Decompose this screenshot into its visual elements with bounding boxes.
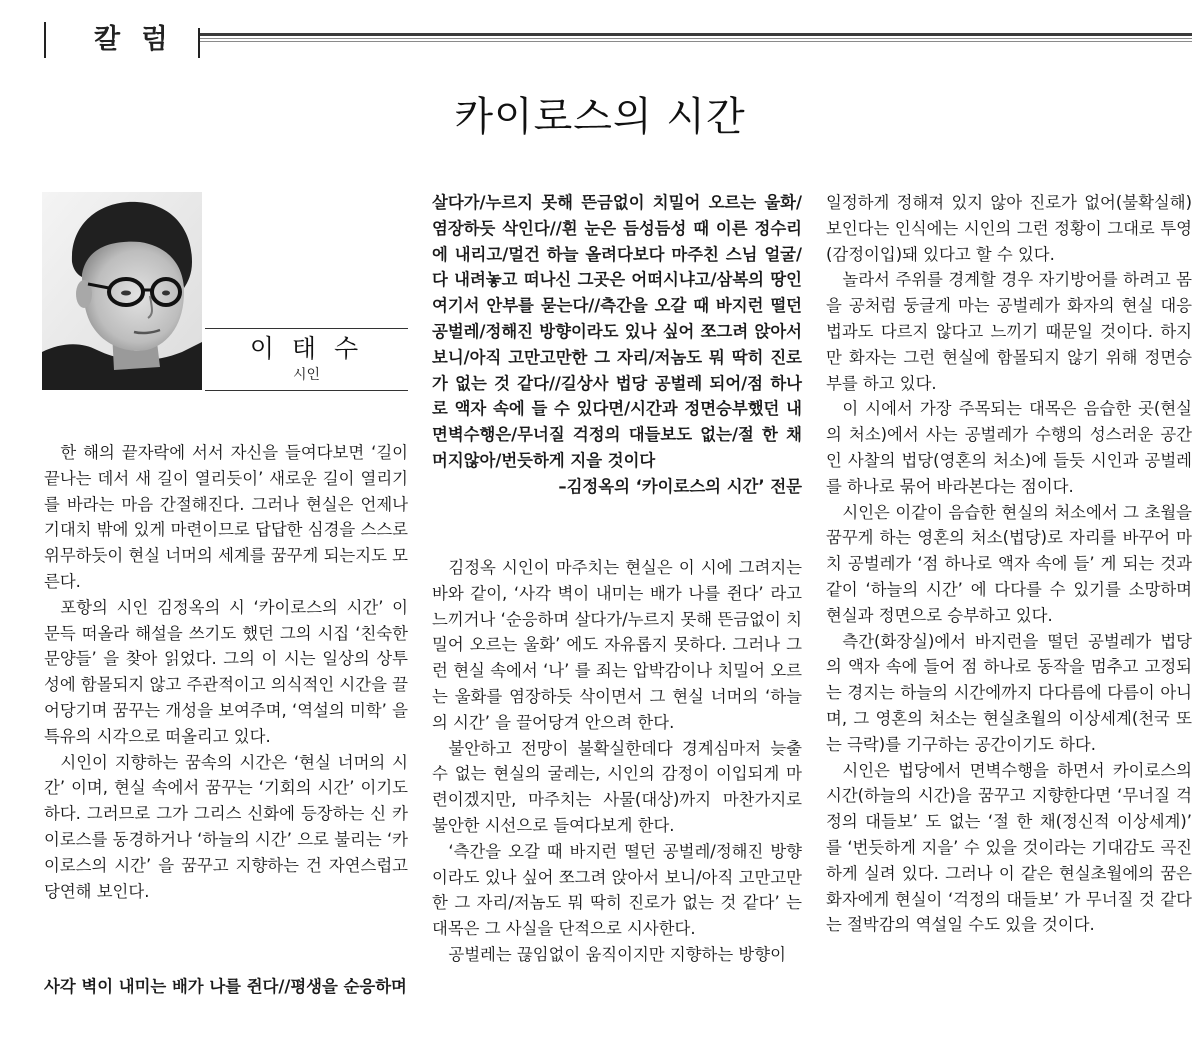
header-thick-rule [200, 33, 1192, 36]
paragraph: ‘측간을 오갈 때 바지런 떨던 공벌레/정해진 방향이라도 있나 싶어 쪼그려 앉아서 보니/아직 고만고만한 그 자리/저놈도 뭐 딱히 진로가 없는 것 같다’ 는 대목은 그 사실을 단적으로 시사한다. [432, 841, 802, 939]
header-thin-rule [200, 38, 1192, 39]
paragraph: 측간(화장실)에서 바지런을 떨던 공벌레가 법당의 액자 속에 들어 점 하나로 동작을 멈추고 고정되는 경지는 하늘의 시간에까지 다다름에 다름이 아니며, 그 영혼의 처소는 현실초월의 이상세계(천국 또는 극락)를 기구하는 공간이기도 하다. [826, 631, 1192, 754]
byline-top-rule [205, 328, 408, 329]
paragraph: 시인이 지향하는 꿈속의 시간은 ‘현실 너머의 시간’ 이며, 현실 속에서 꿈꾸는 ‘기회의 시간’ 이기도 하다. 그러므로 그가 그리스 신화에 등장하는 신 카이로스를 동경하거나 ‘하늘의 시간’ 으로 불리는 ‘카이로스의 시간’ 을 꿈꾸고 지향하는 건 자연스럽고 당연해 보인다. [44, 752, 408, 901]
header-thin-rule-2 [200, 41, 1192, 42]
author-role: 시인 [292, 367, 321, 383]
author-name: 이 태 수 [249, 334, 364, 363]
paragraph: 놀라서 주위를 경계할 경우 자기방어를 하려고 몸을 공처럼 둥글게 마는 공벌레가 화자의 현실 대응 법과도 다르지 않다고 느끼기 때문일 것이다. 하지만 화자는 그런 현실에 함몰되지 않기 위해 정면승부를 하고 있다. [826, 270, 1192, 393]
paragraph: 시인은 이같이 음습한 현실의 처소에서 그 초월을 꿈꾸게 하는 영혼의 처소(법당)로 자리를 바꾸어 마치 공벌레가 ‘점 하나로 액자 속에 들’ 게 되는 것과 같이 ‘하늘의 시간’ 에 다다를 수 있기를 소망하며 현실과 정면으로 승부하고 있다. [826, 502, 1192, 625]
poem-excerpt: 살다가/누르지 못해 뜬금없이 치밀어 오르는 울화/염장하듯 삭인다//흰 눈은 듬성듬성 때 이른 정수리에 내리고/멀건 하늘 올려다보다 마주친 스님 얼굴/다 내려놓고 떠나신 그곳은 어떠시냐고/삼복의 땅인 여기서 안부를 묻는다//측간을 오갈 때 바지런 떨던 공벌레/정해진 방향이라도 있나 싶어 쪼그려 앉아서 보니/아직 고만고만한 그 자리/저놈도 뭐 딱히 진로가 없는 것 같다//길상사 법당 공벌레 되어/점 하나로 액자 속에 들 수 있다면/시간과 정면승부했던 내 면벽수행은/무너질 걱정의 대들보도 없는/절 한 채 머지않아/번듯하게 지을 것이다 [432, 193, 802, 470]
column-2-poem [432, 190, 802, 500]
poem-excerpt: 사각 벽이 내미는 배가 나를 쥔다//평생을 순응하며 [44, 977, 407, 996]
paragraph: 포항의 시인 김정옥의 시 ‘카이로스의 시간’ 이 문득 떠올라 해설을 쓰기도 했던 그의 시집 ‘친숙한 문양들’ 을 찾아 읽었다. 그의 이 시는 일상의 상투성에 함몰되지 않고 주관적이고 의식적인 시간을 끌어당기며 꿈꾸는 개성을 보여주며, ‘역설의 미학’ 을 특유의 시각으로 떠올리고 있다. [44, 597, 408, 746]
column-2 [432, 555, 802, 968]
paragraph: 이 시에서 가장 주목되는 대목은 음습한 곳(현실의 처소)에서 사는 공벌레가 수행의 성스러운 공간인 사찰의 법당(영혼의 처소)에 들듯 시인과 공벌레를 하나로 묶어 바라본다는 점이다. [826, 399, 1192, 496]
paragraph: 불안하고 전망이 불확실한데다 경계심마저 늦출 수 없는 현실의 굴레는, 시인의 감정이 이입되게 마련이겠지만, 마주치는 사물(대상)까지 마찬가지로 불안한 시선으로 들여다보게 한다. [432, 738, 802, 835]
column-1 [44, 440, 408, 904]
paragraph: 김정옥 시인이 마주치는 현실은 이 시에 그려지는 바와 같이, ‘사각 벽이 내미는 배가 나를 쥔다’ 라고 느끼거나 ‘순응하며 살다가/누르지 못해 뜬금없이 치밀어 오르는 울화’ 에도 자유롭지 못하다. 그러나 그런 현실 속에서 ‘나’ 를 죄는 압박감이나 치밀어 오르는 울화를 염장하듯 삭이면서 그 현실 너머의 ‘하늘의 시간’ 을 끌어당겨 안으려 한다. [432, 558, 802, 732]
header-left-rule [44, 22, 46, 58]
paragraph: 시인은 법당에서 면벽수행을 하면서 카이로스의 시간(하늘의 시간)을 꿈꾸고 지향한다면 ‘무너질 걱정의 대들보’ 도 없는 ‘절 한 채(정신적 이상세계)’ 를 ‘번듯하게 지을’ 수 있을 것이라는 기대감도 곡진하게 실려 있다. 그러나 이 같은 현실초월에의 꿈은 화자에게 현실이 ‘걱정의 대들보’ 가 무너질 것 같다는 절박감의 역설일 수도 있을 것이다. [826, 760, 1192, 935]
poem-credit: –김정옥의 ‘카이로스의 시간’ 전문 [558, 476, 802, 496]
paragraph: 일정하게 정해져 있지 않아 진로가 없어(불확실해) 보인다는 인식에는 시인의 그런 정황이 그대로 투영(감정이입)돼 있다고 할 수 있다. [826, 193, 1192, 264]
column-3 [826, 190, 1192, 938]
author-portrait [42, 192, 202, 390]
article-headline: 카이로스의 시간 [454, 94, 746, 140]
paragraph: 공벌레는 끊임없이 움직이지만 지향하는 방향이 [448, 944, 786, 964]
byline-bottom-rule [205, 390, 408, 391]
paragraph: 한 해의 끝자락에 서서 자신을 들여다보면 ‘길이 끝나는 데서 새 길이 열리듯이’ 새로운 길이 열리기를 바라는 마음 간절해진다. 그러나 현실은 언제나 기대치 밖에 있게 마련이므로 답답한 심경을 스스로 위무하듯이 현실 너머의 세계를 꿈꾸게 되는지도 모른다. [44, 443, 408, 591]
column-1-poem [44, 974, 408, 1000]
section-label: 칼 럼 [94, 24, 174, 55]
